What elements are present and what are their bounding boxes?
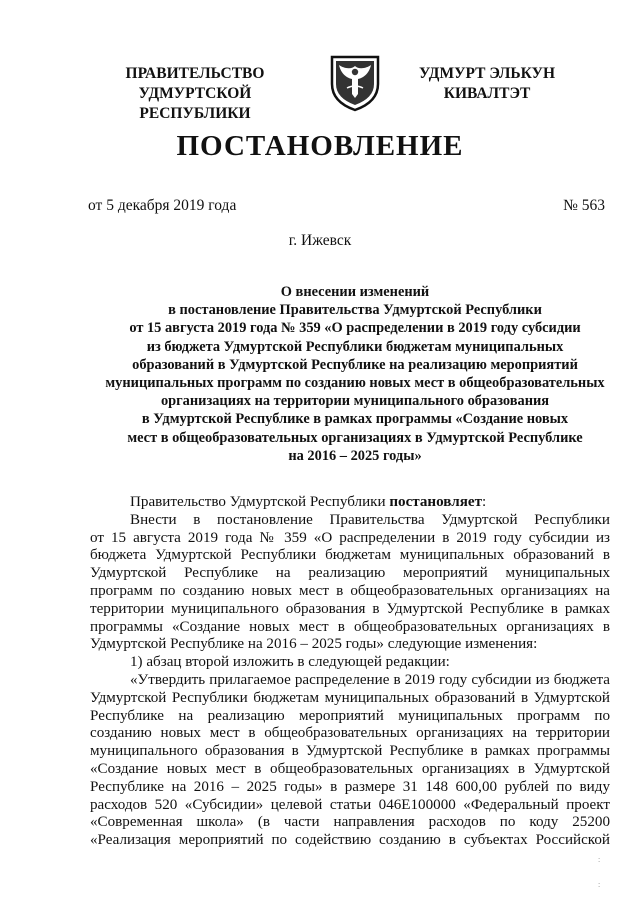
title-line: от 15 августа 2019 года № 359 «О распределении в 2019 году субсидии [129, 320, 581, 337]
body-line: бюджета Удмуртской Республики бюджетам муниципальных образований в [90, 547, 610, 564]
title-line: на 2016 – 2025 годы» [288, 447, 422, 464]
word: Удмуртской [441, 511, 518, 528]
intro-paragraph [90, 494, 610, 512]
body-line: «Создание новых мест в общеобразовательных организациях в Удмуртской [90, 760, 610, 777]
body-line: «Утвердить прилагаемое распределение в 2019 году субсидии из бюджета [130, 671, 610, 688]
document-title [70, 283, 640, 465]
body-line: Республике на реализацию мероприятий муниципальных программ по [90, 707, 610, 724]
intro-colon: : [482, 494, 487, 510]
body-line: Удмуртской Республике на реализацию мероприятий муниципальных [90, 565, 610, 582]
header-right-org [412, 64, 562, 104]
body-line: Удмуртской Республики бюджетам муниципальных образований в Удмуртской [90, 689, 610, 706]
body-line: программ по созданию новых мест в общеобразовательных организациях на [90, 582, 610, 599]
body-line: территории муниципального образования в Удмуртской Республике в рамках [90, 600, 610, 617]
title-line: в постановление Правительства Удмуртской Республики [168, 302, 542, 319]
header-right-line1: УДМУРТ ЭЛЬКУН [418, 65, 556, 82]
body-line: «Современная школа» (в части направления расходов по коду 25200 [90, 814, 610, 831]
title-line: в Удмуртской Республике в рамках программы «Создание новых [141, 411, 569, 428]
header-left-line2: УДМУРТСКОЙ РЕСПУБЛИКИ [138, 85, 252, 122]
word: Внести [130, 511, 177, 528]
header-left-org [85, 64, 305, 124]
title-line: мест в общеобразовательных организациях в Удмуртской Республике [127, 429, 583, 446]
document-number: № 563 [563, 197, 605, 214]
header-right-line2: КИВАЛТЭТ [443, 85, 531, 102]
intro-text: Правительство Удмуртской Республики [130, 494, 390, 510]
title-line: О внесении изменений [280, 284, 430, 300]
intro-bold-word: постановляет [389, 494, 482, 510]
title-line: из бюджета Удмуртской Республики бюджетам муниципальных [146, 338, 564, 355]
word: Правительства [329, 511, 425, 528]
body-line: муниципального образования в Удмуртской Республике в рамках программы [90, 743, 610, 760]
word: постановление [217, 511, 313, 528]
word: в [193, 511, 201, 528]
body-line: «Реализация мероприятий по содействию созданию в субъектах Российской [90, 832, 610, 849]
body-line: Удмуртской Республике на 2016 – 2025 годы» следующие изменения: [90, 636, 538, 653]
header-left-line1: ПРАВИТЕЛЬСТВО [125, 65, 265, 82]
word: Республики [534, 511, 610, 528]
body-line: созданию новых мест в общеобразовательных организациях на территории [90, 725, 610, 742]
body-line-wide [90, 512, 610, 530]
title-line: муниципальных программ по созданию новых мест в общеобразовательных [105, 375, 605, 392]
document-type-heading: ПОСТАНОВЛЕНИЕ [176, 130, 464, 162]
body-line: от 15 августа 2019 года № 359 «О распределении в 2019 году субсидии из [90, 529, 610, 546]
document-date: от 5 декабря 2019 года [88, 197, 237, 214]
title-line: организациях на территории муниципального образования [160, 393, 550, 410]
scan-margin-mark: : [598, 880, 601, 889]
scan-margin-mark: : [598, 855, 601, 864]
document-body [90, 494, 610, 850]
body-line: расходов 520 «Субсидии» целевой статьи 046Е100000 «Федеральный проект [90, 796, 610, 813]
body-line: программы «Создание новых мест в общеобразовательных организациях в [90, 618, 610, 635]
coat-of-arms-emblem-icon [329, 54, 381, 112]
body-line: 1) абзац второй изложить в следующей редакции: [130, 654, 450, 671]
document-city: г. Ижевск [288, 232, 352, 249]
body-line: Республике на 2016 – 2025 годы» в размере 31 148 600,00 рублей по виду [90, 778, 610, 795]
title-line: образований в Удмуртской Республике на реализацию мероприятий [132, 356, 578, 373]
